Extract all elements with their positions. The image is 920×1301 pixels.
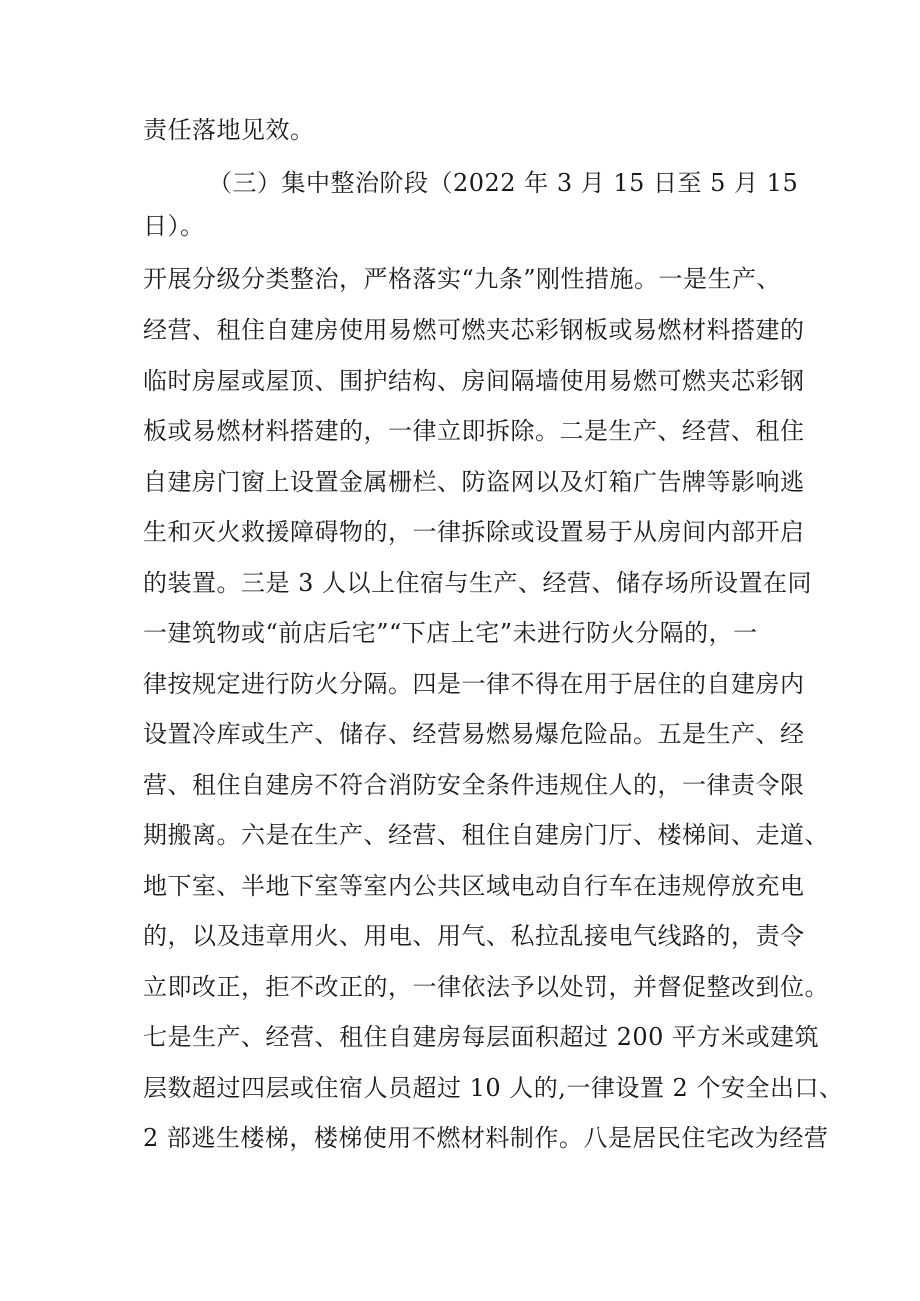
text-line: 临时房屋或屋顶、围护结构、房间隔墙使用易燃可燃夹芯彩钢	[143, 367, 805, 395]
text-line: 设置冷库或生产、储存、经营易燃易爆危险品。五是生产、经	[143, 720, 805, 748]
text-line: 日）。	[143, 212, 205, 240]
text-line: 期搬离。六是在生产、经营、租住自建房门厅、楼梯间、走道、	[143, 821, 829, 849]
text-line: 律按规定进行防火分隔。四是一律不得在用于居住的自建房内	[143, 670, 805, 698]
text-line: 责任落地见效。	[143, 116, 315, 144]
text-line: 立即改正，拒不改正的，一律依法予以处罚，并督促整改到位。	[143, 973, 829, 1001]
text-line: 自建房门窗上设置金属栅栏、防盗网以及灯箱广告牌等影响逃	[143, 468, 805, 496]
text-line: 生和灭火救援障碍物的，一律拆除或设置易于从房间内部开启	[143, 518, 805, 546]
text-line: 开展分级分类整治，严格落实“九条”刚性措施。一是生产、	[143, 265, 782, 293]
text-line: 的装置。三是 3 人以上住宿与生产、经营、储存场所设置在同	[143, 569, 813, 597]
text-line: 2 部逃生楼梯，楼梯使用不燃材料制作。八是居民住宅改为经营	[143, 1124, 829, 1152]
text-line: 一建筑物或“前店后宅”“下店上宅”未进行防火分隔的，一	[143, 619, 758, 647]
text-line: 层数超过四层或住宿人员超过 10 人的,一律设置 2 个安全出口、	[143, 1074, 844, 1102]
text-line: 板或易燃材料搭建的，一律立即拆除。二是生产、经营、租住	[143, 417, 805, 445]
text-line: 营、租住自建房不符合消防安全条件违规住人的，一律责令限	[143, 771, 805, 799]
text-line: 的，以及违章用火、用电、用气、私拉乱接电气线路的，责令	[143, 922, 805, 950]
text-line: 经营、租住自建房使用易燃可燃夹芯彩钢板或易燃材料搭建的	[143, 316, 805, 344]
section-heading: （三）集中整治阶段（2022 年 3 月 15 日至 5 月 15	[208, 169, 799, 197]
text-line: 地下室、半地下室等室内公共区域电动自行车在违规停放充电	[143, 872, 805, 900]
text-line: 七是生产、经营、租住自建房每层面积超过 200 平方米或建筑	[143, 1023, 820, 1051]
